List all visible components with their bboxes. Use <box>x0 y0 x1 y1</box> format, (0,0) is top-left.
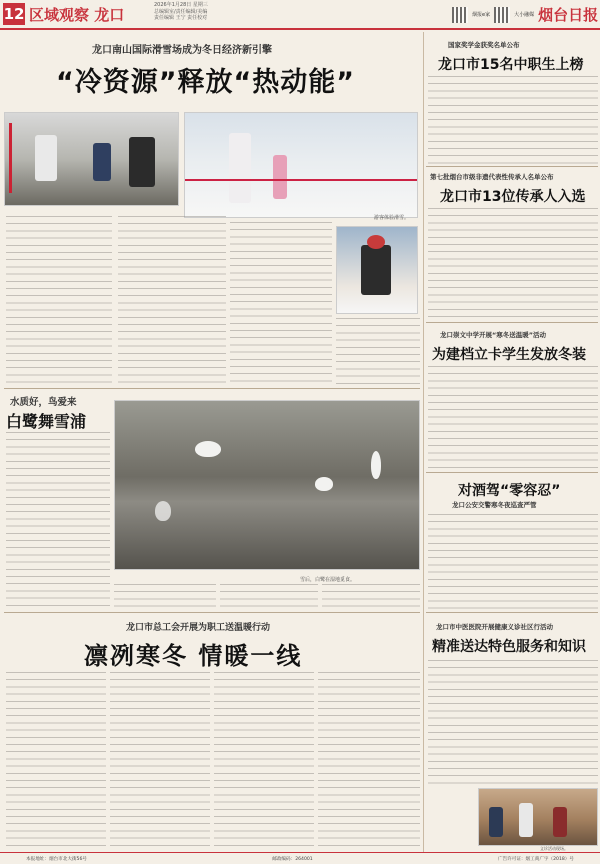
sidebar-title: 龙口市13位传承人入选 <box>440 189 586 205</box>
skier-figure <box>93 143 111 181</box>
meta-line: 2026年1月28日 星期三 <box>154 2 208 8</box>
bottom-title: 凛冽寒冬 情暖一线 <box>84 642 303 670</box>
child-skier-figure <box>273 155 287 199</box>
egret-title: 白鹭舞雪浦 <box>6 412 87 431</box>
qr-label: 大小融媒 <box>514 12 535 18</box>
egret-reflection <box>155 501 171 521</box>
skier-photo <box>336 226 418 314</box>
photo-caption: 义诊活动现场。 <box>540 846 568 851</box>
fence <box>185 179 418 181</box>
lead-body-col-3 <box>230 222 332 386</box>
clinic-photo <box>478 788 598 846</box>
masthead-logos <box>452 4 598 25</box>
egret-body-col-4 <box>322 584 420 608</box>
slope-photo <box>184 112 418 218</box>
lead-body-col-4 <box>336 318 420 386</box>
lead-body-col-2 <box>118 216 226 386</box>
footer-address: 本报地址：烟台市北大街56号 <box>26 856 87 862</box>
meta-line: 总编辑室/责任编辑/美编 <box>154 8 208 15</box>
person-figure <box>553 807 567 837</box>
sidebar-pre-title: 龙口市中医医院开展健康义诊社区行活动 <box>436 623 553 631</box>
divider <box>426 166 598 167</box>
egret-pre-title: 水质好，鸟爱来 <box>10 397 77 408</box>
bottom-body-col-2 <box>110 672 210 848</box>
section-header <box>0 0 124 28</box>
sidebar-body <box>428 76 598 164</box>
egret-bird <box>371 451 381 479</box>
egret-body-col-2 <box>114 584 216 608</box>
page-footer <box>0 852 600 864</box>
sidebar-body <box>428 208 598 318</box>
sidebar-pre-title: 国家奖学金获奖名单公布 <box>448 41 520 49</box>
egret-bird <box>315 477 333 491</box>
sidebar-title: 龙口市15名中职生上榜 <box>438 57 584 73</box>
qr-code-icon <box>494 7 510 23</box>
footer-license: 广告许可证：烟工商广字（2018）号 <box>497 856 574 862</box>
sidebar-body <box>428 660 598 784</box>
egret-bird <box>195 441 221 457</box>
lead-body-col-1 <box>6 216 112 386</box>
paper-logo: 烟台日报 <box>538 6 599 24</box>
footer-postcode: 邮政编码：264001 <box>272 856 313 862</box>
egret-body-col-3 <box>220 584 318 608</box>
photo-caption: 雪后，白鹭在湿地觅食。 <box>300 577 356 583</box>
skier-figure <box>361 245 391 295</box>
egret-body-col-1 <box>6 432 110 608</box>
helmet <box>367 235 385 249</box>
qr-label: 烟报e家 <box>472 12 491 18</box>
person-figure <box>489 807 503 837</box>
divider <box>426 472 598 473</box>
bottom-pre-title: 龙口市总工会开展为职工送温暖行动 <box>126 623 271 633</box>
section-title: 区域观察 龙口 <box>29 5 125 24</box>
divider <box>426 612 598 613</box>
divider <box>4 612 420 613</box>
lead-title: “冷资源”释放“热动能” <box>56 67 355 98</box>
qr-code-icon <box>452 7 468 23</box>
sidebar-title: 精准送达特色服务和知识 <box>432 639 586 655</box>
sidebar-title: 为建档立卡学生发放冬装 <box>432 347 586 363</box>
sidebar-body <box>428 366 598 468</box>
meta-line: 责任编辑 王宁 责任校对 <box>154 15 208 22</box>
sidebar-pre-title: 龙口公安交警寒冬夜巡查严管 <box>452 501 537 509</box>
egret-photo <box>114 400 420 570</box>
doctor-figure <box>519 803 533 837</box>
header-rule <box>0 28 600 30</box>
skier-figure <box>35 135 57 181</box>
page-number: 12 <box>3 5 25 23</box>
sidebar-pre-title: 龙口崇文中学开展“寒冬送温暖”活动 <box>440 331 547 339</box>
sidebar-body <box>428 514 598 610</box>
column-divider <box>423 32 424 852</box>
photo-caption: 游客体验滑雪。 <box>374 215 410 221</box>
ski-pole <box>9 123 12 193</box>
bottom-body-col-3 <box>214 672 314 848</box>
bottom-body-col-4 <box>318 672 420 848</box>
divider <box>4 388 420 389</box>
divider <box>426 322 598 323</box>
skier-figure <box>229 133 251 203</box>
skier-figure <box>129 137 155 187</box>
bottom-body-col-1 <box>6 672 106 848</box>
ski-photo <box>4 112 179 206</box>
issue-meta <box>154 2 294 22</box>
sidebar-title: 对酒驾“零容忍” <box>458 483 561 499</box>
sidebar-pre-title: 第七批烟台市级非遗代表性传承人名单公布 <box>430 173 554 181</box>
lead-pre-title: 龙口南山国际滑雪场成为冬日经济新引擎 <box>92 45 272 56</box>
